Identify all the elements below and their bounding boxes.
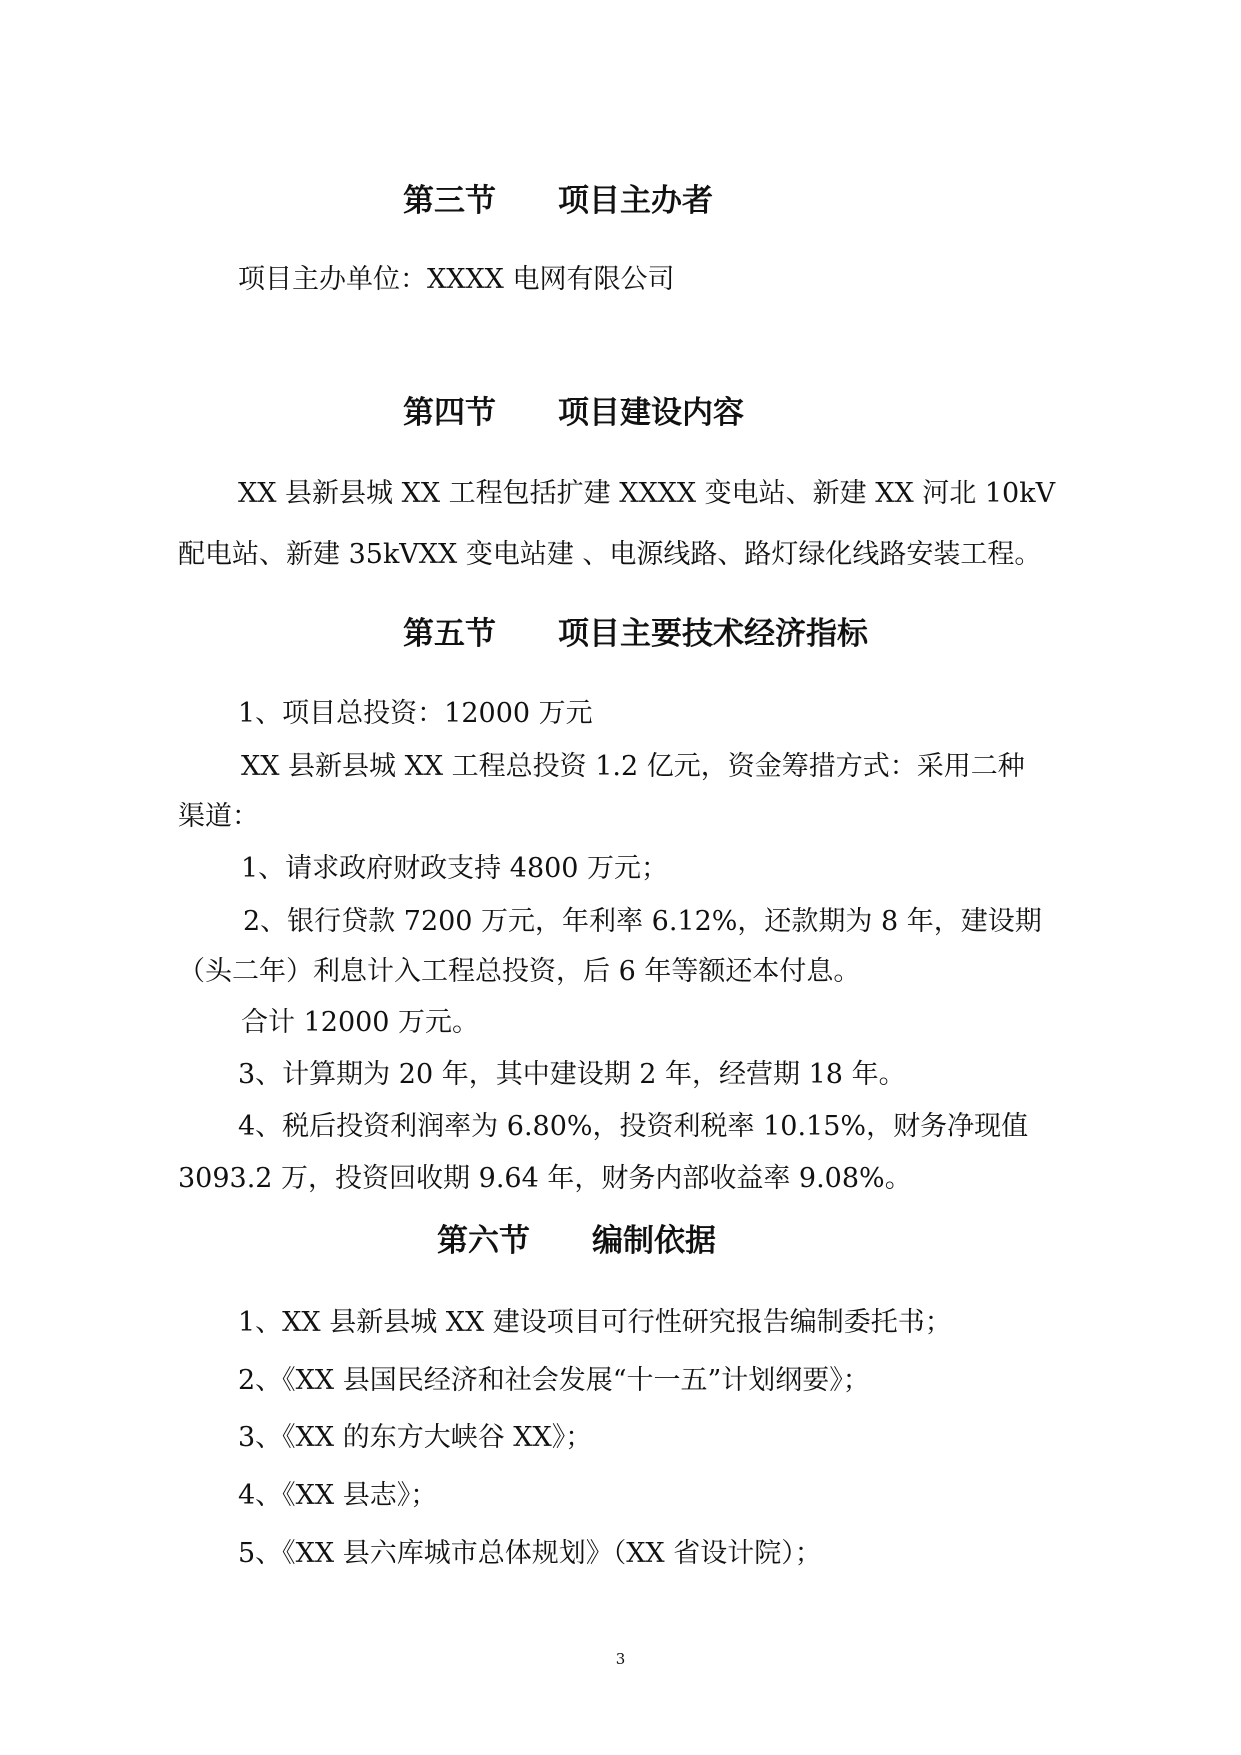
section-3-title: 项目主办者	[558, 183, 713, 219]
section-5-heading	[403, 616, 868, 652]
construction-line-2: 配电站、新建 35kVXX 变电站建 、电源线路、路灯绿化线路安装工程。	[178, 539, 1042, 570]
section-4-heading	[403, 395, 744, 431]
section-4-title: 项目建设内容	[558, 395, 744, 431]
sponsor-line: 项目主办单位：XXXX 电网有限公司	[238, 264, 675, 295]
section-6-title: 编制依据	[592, 1223, 716, 1259]
construction-line-1: XX 县新县城 XX 工程包括扩建 XXXX 变电站、新建 XX 河北 10kV	[238, 478, 1056, 509]
section-5-title: 项目主要技术经济指标	[558, 616, 868, 652]
indicator-line: 3093.2 万，投资回收期 9.64 年，财务内部收益率 9.08%。	[178, 1163, 912, 1194]
section-5-number: 第五节	[403, 616, 496, 652]
indicator-line: 2、银行贷款 7200 万元，年利率 6.12%，还款期为 8 年，建设期	[243, 906, 1042, 937]
basis-item: 5、《XX 县六库城市总体规划》（XX 省设计院）；	[238, 1538, 822, 1569]
indicator-line: 1、请求政府财政支持 4800 万元；	[241, 853, 669, 884]
page-number: 3	[615, 1650, 626, 1668]
section-3-number: 第三节	[403, 183, 496, 219]
indicator-line: 1、项目总投资：12000 万元	[238, 698, 593, 729]
basis-item: 3、《XX 的东方大峡谷 XX》；	[238, 1422, 593, 1453]
indicator-line: 3、计算期为 20 年，其中建设期 2 年，经营期 18 年。	[238, 1059, 906, 1090]
basis-item: 1、XX 县新县城 XX 建设项目可行性研究报告编制委托书；	[238, 1307, 952, 1338]
indicator-line: 4、税后投资利润率为 6.80%，投资利税率 10.15%，财务净现值	[238, 1111, 1029, 1142]
basis-item: 2、《XX 县国民经济和社会发展“十一五”计划纲要》；	[238, 1365, 870, 1396]
indicator-line: XX 县新县城 XX 工程总投资 1.2 亿元，资金筹措方式：采用二种	[241, 751, 1025, 782]
indicator-line: （头二年）利息计入工程总投资，后 6 年等额还本付息。	[178, 956, 861, 987]
basis-item: 4、《XX 县志》；	[238, 1480, 438, 1511]
indicator-line: 合计 12000 万元。	[241, 1007, 480, 1038]
section-6-heading	[437, 1223, 716, 1259]
section-4-number: 第四节	[403, 395, 496, 431]
section-3-heading	[403, 183, 713, 219]
indicator-line: 渠道：	[178, 801, 259, 832]
section-6-number: 第六节	[437, 1223, 530, 1259]
